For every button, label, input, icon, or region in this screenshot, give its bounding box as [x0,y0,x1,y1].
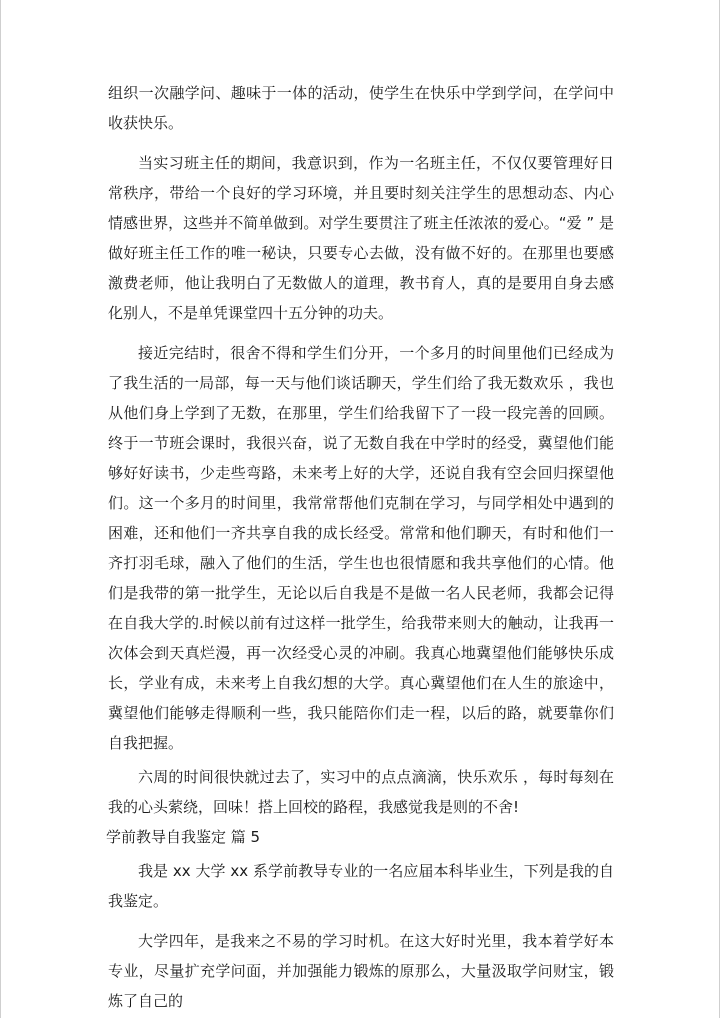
section-heading: 学前教导自我鉴定 篇 5 [106,828,261,846]
document-body [108,78,614,1016]
paragraph-six-weeks: 六周的时间很快就过去了，实习中的点点滴滴，快乐欢乐 ，每时每刻在我的心头萦绕，回味！搭上回校的路程，我感觉我是则的不舍! [108,768,614,816]
page-border-left [0,0,1,1018]
paragraph-four-years-university: 大学四年，是我来之不易的学习时机。在这大好时光里，我本着学好本专业，尽量扩充学问面，并加强能力锻炼的原那么，大量汲取学问财宝，锻炼了自己的 [108,932,614,1010]
paragraph-continuation: 组织一次融学问、趣味于一体的活动，使学生在快乐中学到学问，在学问中收获快乐。 [108,84,614,132]
paragraph-parting-with-students: 接近完结时，很舍不得和学生们分开，一个多月的时间里他们已经成为了我生活的一局部，每一天与他们谈话聊天，学生们给了我无数欢乐 ，我也从他们身上学到了无数，在那里，学生们给我留下了一段一段完善的回顾。终于一节班会课时，我很兴奋，说了无数自我在中学时的经受，冀望他们能够好好读书，少走些弯路，未来考上好的大学，还说自我有空会回归探望他们。这一个多月的时间里，我常常帮他们克制在学习，与同学相处中遇到的困难，还和他们一齐共享自我的成长经受。常常和他们聊天，有时和他们一齐打羽毛球，融入了他们的生活，学生也也很情愿和我共享他们的心情。他们是我带的第一批学生，无论以后自我是不是做一名人民老师，我都会记得在自我大学的.时候以前有过这样一批学生，给我带来则大的触动，让我再一次体会到天真烂漫，再一次经受心灵的冲刷。我真心地冀望他们能够快乐成长，学业有成，未来考上自我幻想的大学。真心冀望他们在人生的旅途中，冀望他们能够走得顺利一些，我只能陪你们走一程，以后的路，就要靠你们自我把握。 [108,344,614,752]
paragraph-internship-class-teacher: 当实习班主任的期间，我意识到，作为一名班主任，不仅仅要管理好日常秩序，带给一个良好的学习环境，并且要时刻关注学生的思想动态、内心情感世界，这些并不简单做到。对学生要贯注了班主任浓浓的爱心。“爱 ” 是做好班主任工作的唯一秘诀，只要专心去做，没有做不好的。在那里也要感激费老师，他让我明白了无数做人的道理，教书育人，真的是要用自身去感化别人，不是单凭课堂四十五分钟的功夫。 [108,154,614,322]
paragraph-self-introduction: 我是 xx 大学 xx 系学前教导专业的一名应届本科毕业生，下列是我的自我鉴定。 [108,862,614,910]
